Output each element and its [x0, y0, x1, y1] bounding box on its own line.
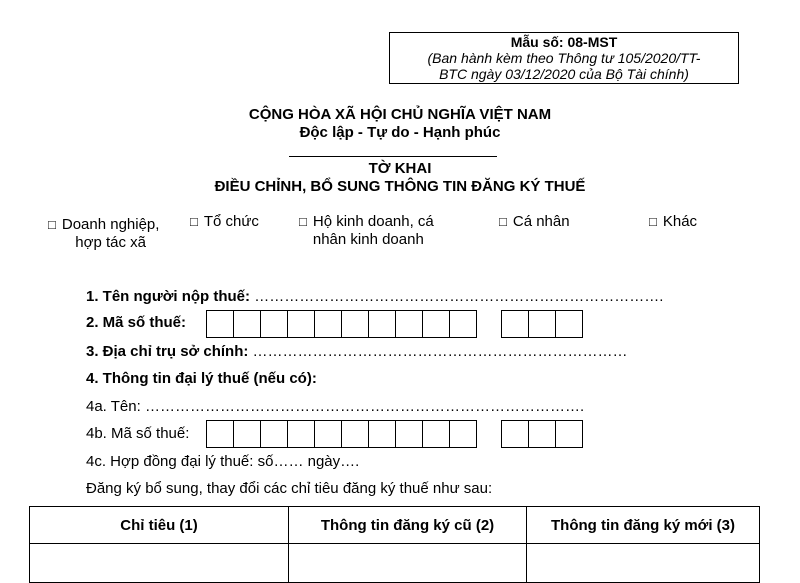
digit-box[interactable]	[501, 310, 529, 338]
checkbox-icon[interactable]: □	[299, 214, 307, 229]
field-label: 4a. Tên:	[86, 398, 141, 415]
table-row	[30, 544, 760, 583]
digit-box[interactable]	[260, 420, 288, 448]
option-label-cont: hợp tác xã	[75, 234, 147, 251]
fill-dots[interactable]: ……………………………………………………………………….	[254, 288, 664, 305]
digit-box[interactable]	[206, 420, 234, 448]
digit-box[interactable]	[287, 310, 315, 338]
digit-box[interactable]	[528, 420, 556, 448]
option-organization[interactable]	[190, 213, 259, 231]
tax-agent-heading: 4. Thông tin đại lý thuế (nếu có):	[86, 370, 317, 387]
checkbox-icon[interactable]: □	[649, 214, 657, 229]
form-subtitle: ĐIỀU CHỈNH, BỔ SUNG THÔNG TIN ĐĂNG KÝ THUẾ	[214, 178, 586, 195]
issued-note-line2: BTC ngày 03/12/2020 của Bộ Tài chính)	[439, 66, 689, 82]
tax-code-label: 2. Mã số thuế:	[86, 314, 187, 331]
issued-note-line1: (Ban hành kèm theo Thông tư 105/2020/TT-	[427, 50, 701, 66]
digit-box[interactable]	[233, 310, 261, 338]
digit-box[interactable]	[449, 420, 477, 448]
table-header-row	[30, 507, 760, 544]
digit-box[interactable]	[341, 420, 369, 448]
agent-tax-code-branch-digits[interactable]	[501, 420, 582, 448]
form-title: TỜ KHAI	[368, 160, 432, 177]
change-intro: Đăng ký bổ sung, thay đổi các chỉ tiêu đăng ký thuế như sau:	[86, 480, 493, 497]
digit-box[interactable]	[501, 420, 529, 448]
fill-dots[interactable]: …………………………………………………………………	[252, 343, 628, 360]
header-divider	[289, 156, 497, 157]
checkbox-icon[interactable]: □	[499, 214, 507, 229]
option-other[interactable]	[649, 213, 697, 231]
fill-dots[interactable]: …………………………………………………………………………….	[144, 398, 585, 415]
tax-code-digits[interactable]	[206, 310, 476, 338]
agent-tax-code-digits[interactable]	[206, 420, 476, 448]
digit-box[interactable]	[395, 310, 423, 338]
field-label: 3. Địa chỉ trụ sở chính:	[86, 343, 249, 360]
changes-table	[29, 506, 760, 583]
field-taxpayer-name[interactable]	[86, 288, 663, 306]
digit-box[interactable]	[206, 310, 234, 338]
option-label-cont: nhân kinh doanh	[312, 231, 424, 248]
digit-box[interactable]	[287, 420, 315, 448]
option-individual[interactable]	[499, 213, 570, 231]
table-cell[interactable]	[289, 544, 527, 583]
option-label: Doanh nghiệp,	[61, 216, 160, 233]
col-header-new-info: Thông tin đăng ký mới (3)	[527, 507, 760, 544]
tax-code-branch-digits[interactable]	[501, 310, 582, 338]
digit-box[interactable]	[260, 310, 288, 338]
digit-box[interactable]	[314, 310, 342, 338]
option-label: Tổ chức	[203, 213, 259, 230]
field-head-office-address[interactable]	[86, 343, 628, 361]
table-cell[interactable]	[30, 544, 289, 583]
digit-box[interactable]	[368, 420, 396, 448]
field-label: 1. Tên người nộp thuế:	[86, 288, 251, 305]
digit-box[interactable]	[528, 310, 556, 338]
form-code: Mẫu số: 08-MST	[510, 34, 618, 50]
table-cell[interactable]	[527, 544, 760, 583]
option-label: Cá nhân	[512, 213, 570, 230]
option-label: Hộ kinh doanh, cá	[312, 213, 434, 230]
digit-box[interactable]	[368, 310, 396, 338]
agent-tax-code-label: 4b. Mã số thuế:	[86, 425, 190, 442]
checkbox-icon[interactable]: □	[190, 214, 198, 229]
digit-box[interactable]	[555, 310, 583, 338]
digit-box[interactable]	[233, 420, 261, 448]
checkbox-icon[interactable]: □	[48, 217, 56, 232]
digit-box[interactable]	[314, 420, 342, 448]
digit-box[interactable]	[449, 310, 477, 338]
nation-name: CỘNG HÒA XÃ HỘI CHỦ NGHĨA VIỆT NAM	[248, 106, 552, 123]
col-header-old-info: Thông tin đăng ký cũ (2)	[289, 507, 527, 544]
digit-box[interactable]	[555, 420, 583, 448]
digit-box[interactable]	[422, 310, 450, 338]
digit-box[interactable]	[341, 310, 369, 338]
digit-box[interactable]	[395, 420, 423, 448]
option-household-business[interactable]	[299, 213, 434, 249]
field-agent-name[interactable]	[86, 398, 584, 416]
digit-box[interactable]	[422, 420, 450, 448]
agent-contract[interactable]: 4c. Hợp đồng đại lý thuế: số…… ngày….	[86, 453, 360, 470]
option-label: Khác	[662, 213, 698, 230]
option-enterprise[interactable]	[48, 216, 159, 252]
col-header-criteria: Chỉ tiêu (1)	[30, 507, 289, 544]
nation-motto: Độc lập - Tự do - Hạnh phúc	[299, 124, 501, 141]
form-code-box	[389, 32, 739, 84]
